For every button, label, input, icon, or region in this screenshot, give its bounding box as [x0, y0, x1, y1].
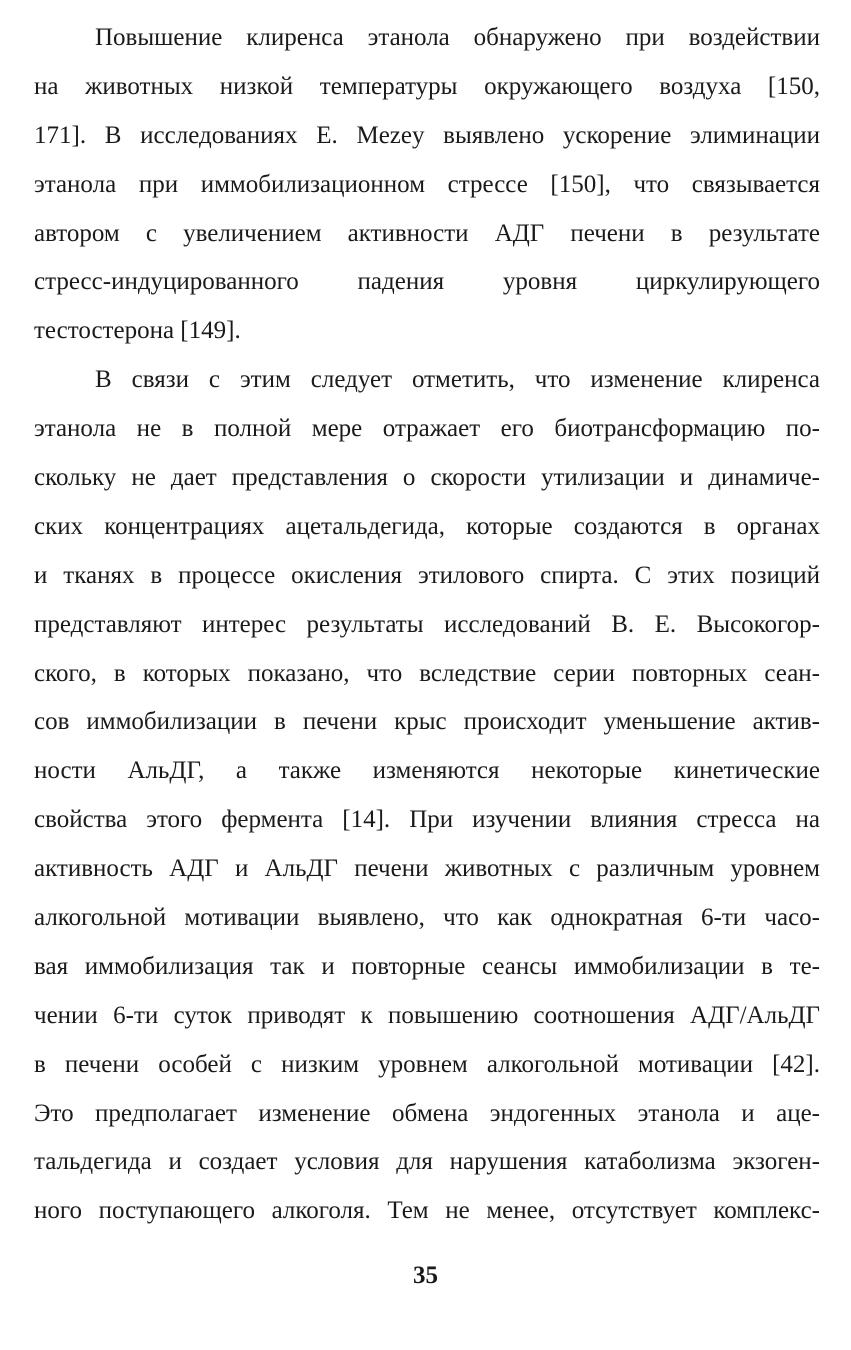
text-line: ности АльДГ, а также изменяются некоторые кинетические	[34, 757, 820, 785]
text-line: Повышение клиренса этанола обнаружено при воздействии	[95, 24, 820, 51]
text-line: представляют интерес результаты исследований В. Е. Высокогор-	[34, 610, 820, 638]
text-line: Это предполагает изменение обмена эндогенных этанола и аце-	[34, 1099, 820, 1127]
text-line: ного поступающего алкоголя. Тем не менее, отсутствует комплекс-	[34, 1197, 820, 1225]
text-line: автором с увеличением активности АДГ печени в результате	[34, 219, 820, 247]
text-line: стресс-индуцированного падения уровня циркулирующего	[34, 268, 820, 296]
text-line: активность АДГ и АльДГ печени животных с различным уровнем	[34, 855, 820, 883]
paragraph-1	[34, 14, 820, 356]
text-line: этанола не в полной мере отражает его биотрансформацию по-	[34, 415, 820, 443]
page-number: 35	[413, 1262, 438, 1289]
text-line: 171]. В исследованиях E. Mezey выявлено ускорение элиминации	[34, 121, 820, 149]
text-line: в печени особей с низким уровнем алкогольной мотивации [42].	[34, 1050, 820, 1078]
text-line: этанола при иммобилизационном стрессе [150], что связывается	[34, 170, 820, 198]
text-line: ских концентрациях ацетальдегида, которые создаются в органах	[34, 512, 820, 540]
text-line: чении 6-ти суток приводят к повышению соотношения АДГ/АльДГ	[34, 1001, 820, 1029]
text-line: свойства этого фермента [14]. При изучении влияния стресса на	[34, 806, 820, 834]
text-line: сов иммобилизации в печени крыс происходит уменьшение актив-	[34, 708, 820, 736]
text-line: алкогольной мотивации выявлено, что как однократная 6-ти часо-	[34, 904, 820, 932]
paragraph-2	[34, 356, 820, 1236]
text-line: на животных низкой температуры окружающего воздуха [150,	[34, 72, 820, 100]
text-line: ского, в которых показано, что вследствие серии повторных сеан-	[34, 659, 820, 687]
text-line: скольку не дает представления о скорости утилизации и динамиче-	[34, 464, 820, 492]
text-line: вая иммобилизация так и повторные сеансы иммобилизации в те-	[34, 952, 820, 980]
text-line: В связи с этим следует отметить, что изменение клиренса	[95, 366, 820, 394]
text-line: тальдегида и создает условия для нарушения катаболизма экзоген-	[34, 1148, 820, 1176]
body-text	[34, 14, 820, 1236]
text-line: тестостерона [149].	[34, 317, 241, 345]
text-line: и тканях в процессе окисления этилового спирта. С этих позиций	[34, 561, 820, 589]
